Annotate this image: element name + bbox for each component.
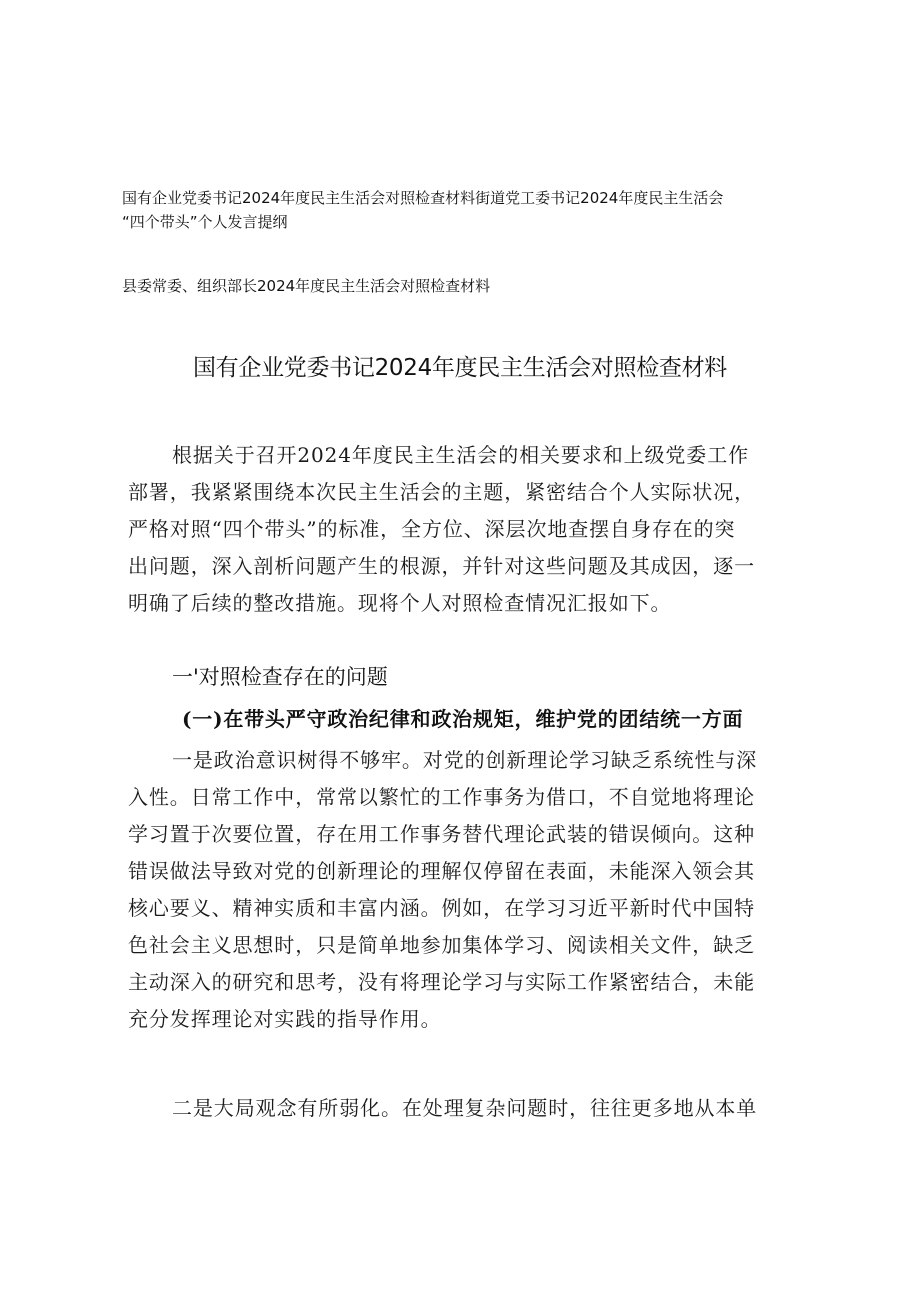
body-paragraph-2 xyxy=(128,1090,808,1127)
paragraph-line: 学习置于次要位置，存在用工作事务替代理论武装的错误倾向。这种 xyxy=(128,822,755,846)
subsection-heading: (一)在带头严守政治纪律和政治规矩，维护党的团结统一方面 xyxy=(182,707,744,731)
paragraph-line: 一是政治意识树得不够牢。对党的创新理论学习缺乏系统性与深 xyxy=(172,748,758,772)
paragraph-line: 出问题，深入剖析问题产生的根源，并针对这些问题及其成因，逐一 xyxy=(128,554,755,578)
paragraph-line: 严格对照“四个带头”的标准，全方位、深层次地查摆自身存在的突 xyxy=(128,517,736,541)
body-paragraph-1 xyxy=(128,742,808,1038)
paragraph-line: 部署，我紧紧围绕本次民主生活会的主题，紧密结合个人实际状况， xyxy=(128,480,755,504)
intro-paragraph xyxy=(128,437,808,622)
document-title: 国有企业党委书记2024年度民主生活会对照检查材料 xyxy=(192,355,728,381)
paragraph-line: 二是大局观念有所弱化。在处理复杂问题时，往往更多地从本单 xyxy=(172,1096,758,1120)
section-heading: 一'对照检查存在的问题 xyxy=(172,665,388,689)
toc-entry-1[interactable] xyxy=(122,186,812,234)
paragraph-line: 根据关于召开2024年度民主生活会的相关要求和上级党委工作 xyxy=(172,443,749,467)
paragraph-line: 色社会主义思想时，只是简单地参加集体学习、阅读相关文件，缺乏 xyxy=(128,933,755,957)
paragraph-line: 入性。日常工作中，常常以繁忙的工作事务为借口，不自觉地将理论 xyxy=(128,785,755,809)
toc-line: 国有企业党委书记2024年度民主生活会对照检查材料街道党工委书记2024年度民主生活会 xyxy=(122,189,724,207)
toc-line: “四个带头”个人发言提纲 xyxy=(122,213,288,231)
paragraph-line: 主动深入的研究和思考，没有将理论学习与实际工作紧密结合，未能 xyxy=(128,970,755,994)
toc-entry-2[interactable] xyxy=(122,274,812,298)
paragraph-line: 核心要义、精神实质和丰富内涵。例如，在学习习近平新时代中国特 xyxy=(128,896,755,920)
toc-line: 县委常委、组织部长2024年度民主生活会对照检查材料 xyxy=(122,277,491,295)
paragraph-line: 明确了后续的整改措施。现将个人对照检查情况汇报如下。 xyxy=(128,591,672,615)
paragraph-line: 充分发挥理论对实践的指导作用。 xyxy=(128,1007,442,1031)
paragraph-line: 错误做法导致对党的创新理论的理解仅停留在表面，未能深入领会其 xyxy=(128,859,755,883)
